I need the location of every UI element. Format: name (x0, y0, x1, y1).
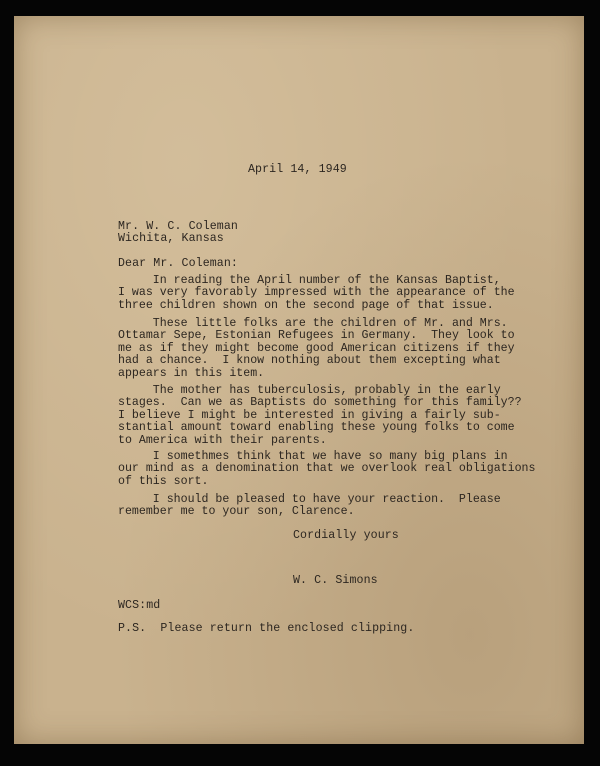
paragraph-1 (118, 275, 515, 312)
typist-initials: WCS:md (118, 599, 161, 612)
paragraph-line: I somethmes think that we have so many big plans in (118, 450, 508, 463)
paragraph-line: had a chance. I know nothing about them excepting what (118, 354, 501, 368)
paragraph-line: our mind as a denomination that we overlook real obligations (118, 462, 536, 476)
salutation: Dear Mr. Coleman: (118, 257, 238, 270)
paragraph-line: of this sort. (118, 474, 209, 488)
paragraph-line: In reading the April number of the Kansas Baptist, (118, 274, 501, 287)
paragraph-line: I was very favorably impressed with the appearance of the (118, 286, 515, 300)
paragraph-line: stages. Can we as Baptists do something for this family?? (118, 396, 522, 410)
recipient-name: Mr. W. C. Coleman (118, 220, 238, 233)
paragraph-line: three children shown on the second page of that issue. (118, 298, 494, 312)
recipient-city: Wichita, Kansas (118, 232, 224, 245)
paragraph-line: appears in this item. (118, 366, 265, 380)
letter-date: April 14, 1949 (248, 163, 347, 176)
closing: Cordially yours (293, 529, 399, 542)
paragraph-line: me as if they might become good American citizens if they (118, 341, 515, 355)
paragraph-5 (118, 494, 501, 519)
postscript: P.S. Please return the enclosed clipping. (118, 622, 415, 635)
paragraph-2 (118, 318, 515, 380)
paragraph-line: I believe I might be interested in giving a fairly sub- (118, 408, 501, 422)
paragraph-line: Ottamar Sepe, Estonian Refugees in Germany. They look to (118, 329, 515, 343)
paragraph-3 (118, 385, 522, 447)
paragraph-line: stantial amount toward enabling these young folks to come (118, 421, 515, 435)
signature-name: W. C. Simons (293, 574, 378, 587)
paragraph-line: The mother has tuberculosis, probably in the early (118, 384, 501, 397)
paragraph-4 (118, 451, 535, 488)
paragraph-line: remember me to your son, Clarence. (118, 505, 355, 519)
paragraph-line: to America with their parents. (118, 433, 327, 447)
paragraph-line: I should be pleased to have your reaction. Please (118, 493, 501, 506)
paragraph-line: These little folks are the children of Mr. and Mrs. (118, 317, 508, 330)
